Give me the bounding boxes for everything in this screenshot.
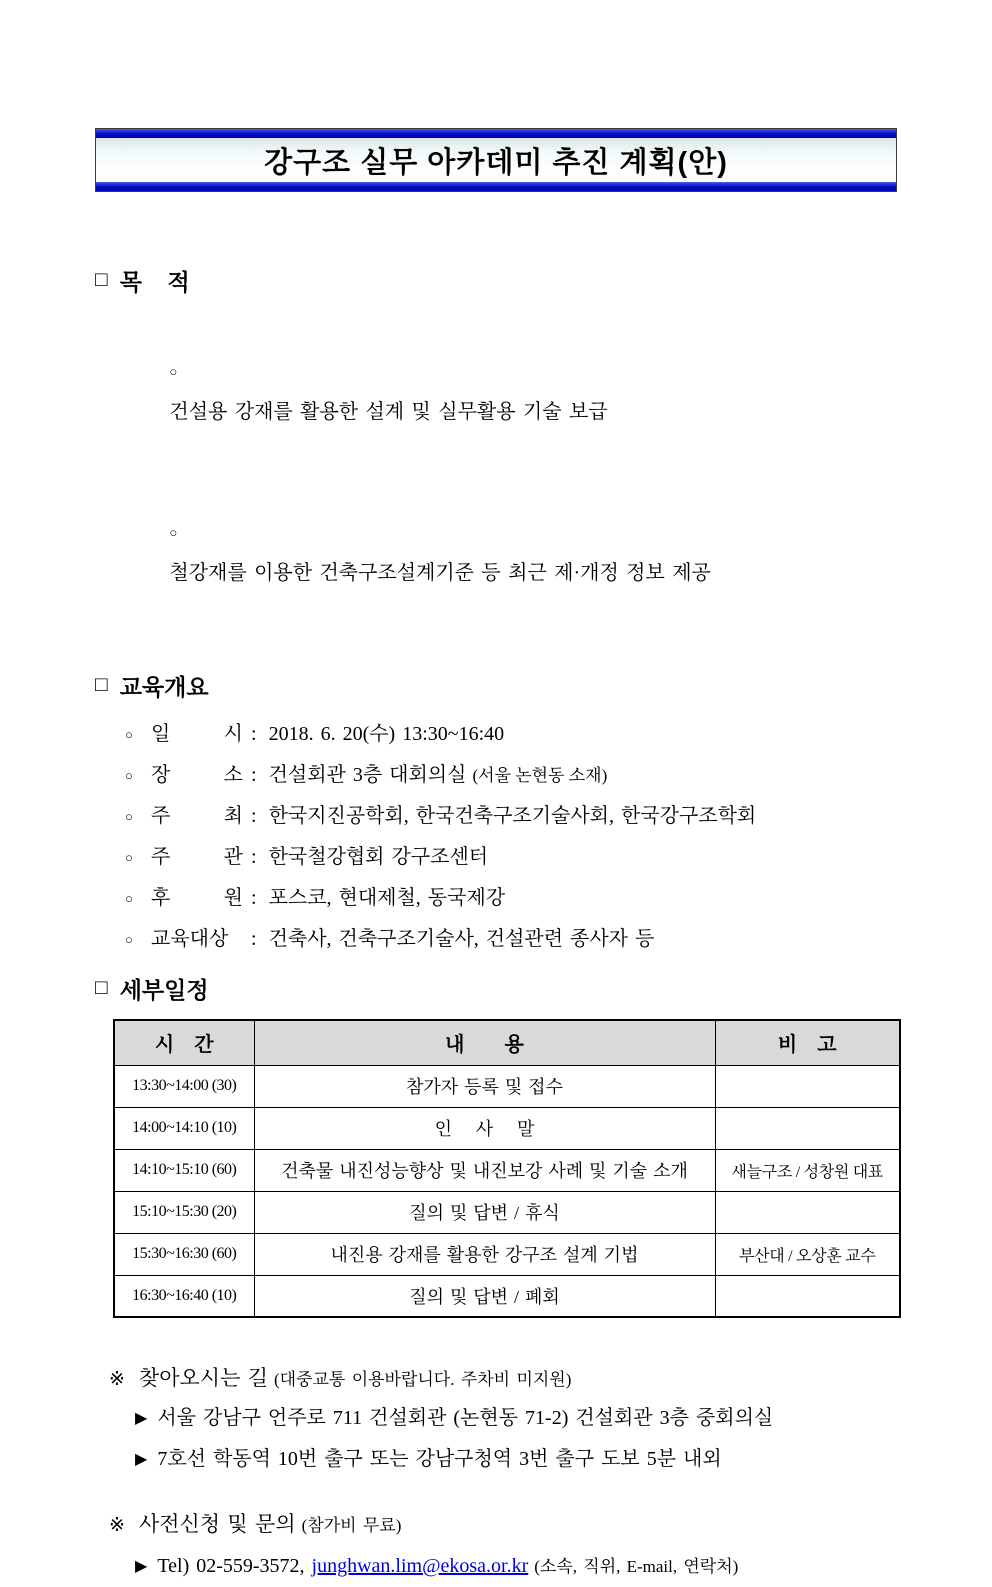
directions-heading-note: (대중교통 이용바랍니다. 주차비 미지원) (274, 1370, 572, 1389)
directions-heading-label: 찾아오시는 길 (138, 1366, 268, 1390)
schedule-cell-time: 14:00~14:10 (10) (114, 1107, 254, 1149)
overview-colon: : (251, 764, 257, 786)
circle-bullet-icon: ○ (169, 364, 178, 379)
schedule-cell-time: 13:30~14:00 (30) (114, 1065, 254, 1107)
overview-item-value: 포스코, 현대제철, 동국제강 (268, 887, 506, 909)
reference-mark-icon: ※ (109, 1369, 125, 1390)
overview-item-note: (서울 논현동 소재) (472, 766, 608, 785)
document-page (0, 128, 992, 1587)
contact-email-link[interactable]: junghwan.lim@ekosa.or.kr (311, 1555, 529, 1577)
schedule-cell-note: 새늘구조 / 성창원 대표 (715, 1149, 900, 1191)
schedule-cell-time: 15:30~16:30 (60) (114, 1233, 254, 1275)
arrow-bullet-icon: ▶ (135, 1558, 148, 1575)
overview-item (95, 919, 897, 960)
square-marker-icon: □ (95, 267, 108, 291)
contact-tel-label: Tel) 02-559-3572, (157, 1555, 305, 1577)
schedule-cell-note (715, 1275, 900, 1317)
schedule-cell-time: 16:30~16:40 (10) (114, 1275, 254, 1317)
purpose-heading-label: 목 적 (119, 269, 190, 295)
title-banner (95, 128, 897, 192)
purpose-bullet-text: 철강재를 이용한 건축구조설계기준 등 최근 제·개정 정보 제공 (169, 562, 711, 584)
directions-heading-line (95, 1360, 897, 1398)
schedule-header-row (114, 1020, 900, 1065)
schedule-header-note: 비 고 (715, 1020, 900, 1065)
overview-colon: : (251, 928, 257, 950)
contact-email-note: (소속, 직위, E-mail, 연락처) (534, 1557, 739, 1576)
directions-item (95, 1439, 897, 1480)
overview-item (95, 755, 897, 796)
overview-item-label: 주 최 (151, 805, 243, 827)
overview-item-value: 한국철강협회 강구조센터 (268, 846, 489, 868)
schedule-cell-note (715, 1065, 900, 1107)
section-heading-schedule (95, 972, 897, 1005)
schedule-cell-time: 15:10~15:30 (20) (114, 1191, 254, 1233)
arrow-bullet-icon: ▶ (135, 1410, 148, 1427)
overview-item (95, 878, 897, 919)
circle-bullet-icon: ○ (125, 932, 133, 947)
banner-top-bar (96, 129, 896, 138)
overview-item (95, 796, 897, 837)
overview-colon: : (251, 805, 257, 827)
purpose-bullet-item (95, 311, 897, 472)
schedule-table (113, 1019, 901, 1318)
square-marker-icon: □ (95, 975, 108, 999)
banner-bottom-bar (96, 182, 896, 191)
schedule-cell-note (715, 1107, 900, 1149)
schedule-header-content: 내 용 (254, 1020, 715, 1065)
registration-heading-note: (참가비 무료) (301, 1516, 402, 1535)
schedule-row (114, 1233, 900, 1275)
overview-item-label: 후 원 (151, 887, 243, 909)
schedule-row (114, 1107, 900, 1149)
schedule-row (114, 1275, 900, 1317)
overview-item-label: 교육대상 (151, 928, 229, 950)
section-heading-purpose (95, 264, 897, 297)
schedule-row (114, 1065, 900, 1107)
schedule-cell-note (715, 1191, 900, 1233)
schedule-cell-note: 부산대 / 오상훈 교수 (715, 1233, 900, 1275)
overview-heading-label: 교육개요 (119, 674, 209, 700)
arrow-bullet-icon: ▶ (135, 1451, 148, 1468)
purpose-bullet-text: 건설용 강재를 활용한 설계 및 실무활용 기술 보급 (169, 401, 608, 423)
schedule-cell-time: 14:10~15:10 (60) (114, 1149, 254, 1191)
schedule-cell-content: 참가자 등록 및 접수 (254, 1065, 715, 1107)
overview-colon: : (251, 846, 257, 868)
schedule-header-time: 시 간 (114, 1020, 254, 1065)
schedule-heading-label: 세부일정 (119, 977, 209, 1003)
circle-bullet-icon: ○ (169, 525, 178, 540)
registration-heading-label: 사전신청 및 문의 (138, 1512, 296, 1536)
overview-item-value: 2018. 6. 20(수) 13:30~16:40 (268, 723, 505, 745)
schedule-cell-content: 건축물 내진성능향상 및 내진보강 사례 및 기술 소개 (254, 1149, 715, 1191)
overview-colon: : (251, 723, 257, 745)
circle-bullet-icon: ○ (125, 891, 133, 906)
overview-item-value: 건설회관 3층 대회의실 (268, 764, 467, 786)
overview-item-value: 한국지진공학회, 한국건축구조기술사회, 한국강구조학회 (268, 805, 757, 827)
schedule-cell-content: 질의 및 답변 / 폐회 (254, 1275, 715, 1317)
overview-item (95, 714, 897, 755)
overview-item-label: 주 관 (151, 846, 243, 868)
schedule-row (114, 1149, 900, 1191)
purpose-bullet-list (95, 311, 897, 633)
directions-section (95, 1360, 897, 1480)
circle-bullet-icon: ○ (125, 850, 133, 865)
reference-mark-icon: ※ (109, 1515, 125, 1536)
overview-list (95, 714, 897, 960)
overview-item-label: 장 소 (151, 764, 243, 786)
registration-section (95, 1506, 897, 1587)
circle-bullet-icon: ○ (125, 768, 133, 783)
schedule-cell-content: 질의 및 답변 / 휴식 (254, 1191, 715, 1233)
directions-item-text: 7호선 학동역 10번 출구 또는 강남구청역 3번 출구 도보 5분 내외 (157, 1448, 722, 1470)
purpose-bullet-item (95, 472, 897, 633)
schedule-row (114, 1191, 900, 1233)
contact-line (95, 1546, 897, 1587)
circle-bullet-icon: ○ (125, 727, 133, 742)
overview-item (95, 837, 897, 878)
directions-item (95, 1398, 897, 1439)
document-title: 강구조 실무 아카데미 추진 계획(안) (264, 146, 728, 179)
overview-colon: : (251, 887, 257, 909)
section-heading-overview (95, 669, 897, 702)
circle-bullet-icon: ○ (125, 809, 133, 824)
schedule-cell-content: 인 사 말 (254, 1107, 715, 1149)
registration-heading-line (95, 1506, 897, 1544)
square-marker-icon: □ (95, 672, 108, 696)
directions-item-text: 서울 강남구 언주로 711 건설회관 (논현동 71-2) 건설회관 3층 중회의실 (157, 1407, 774, 1429)
overview-item-label: 일 시 (151, 723, 243, 745)
schedule-cell-content: 내진용 강재를 활용한 강구조 설계 기법 (254, 1233, 715, 1275)
banner-inner (96, 138, 896, 182)
overview-item-value: 건축사, 건축구조기술사, 건설관련 종사자 등 (268, 928, 655, 950)
